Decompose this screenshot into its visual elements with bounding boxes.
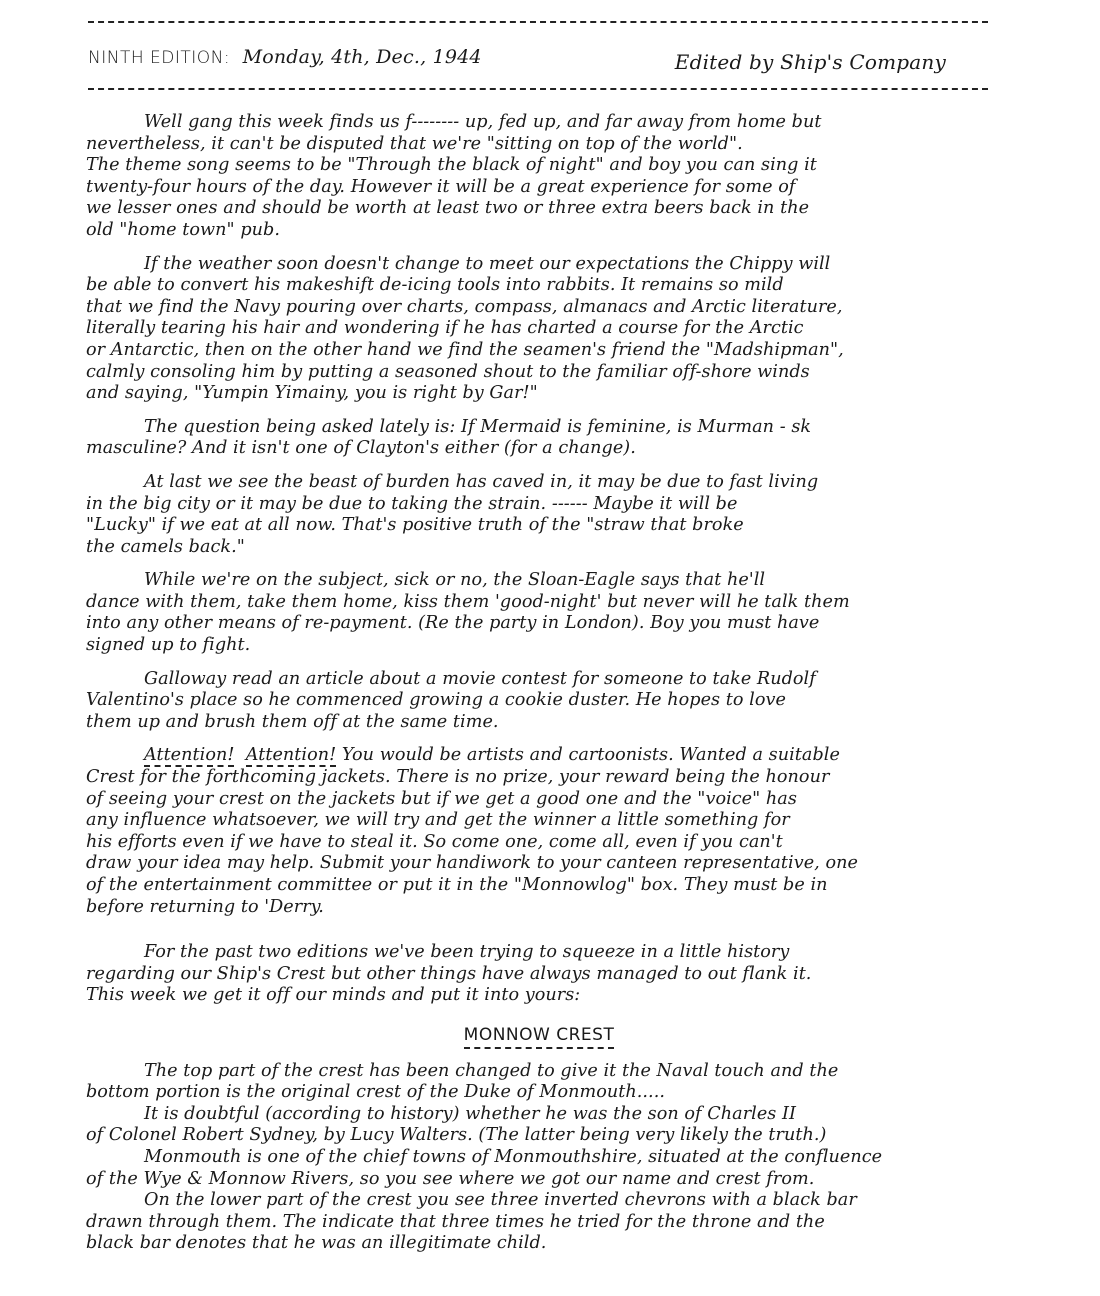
masthead-left [88, 46, 482, 68]
paragraph-line: masculine? And it isn't one of Clayton's either (for a change). [86, 438, 636, 459]
paragraph-line: his efforts even if we have to steal it. So come one, come all, even if you can't [86, 831, 783, 852]
crest-paragraph [86, 1190, 992, 1255]
paragraph-line: The question being asked lately is: If Mermaid is feminine, is Murman - sk [144, 416, 812, 437]
attention-paragraph [86, 745, 992, 918]
attention-line-rest: You would be artists and cartoonists. Wanted a suitable [336, 745, 840, 766]
article-paragraph [86, 472, 992, 558]
paragraph-line: literally tearing his hair and wondering if he has charted a course for the Arctic [86, 318, 804, 339]
paragraph-line: signed up to fight. [86, 635, 251, 656]
editor-credit: Edited by Ship's Company [674, 50, 946, 74]
paragraph-line: regarding our Ship's Crest but other things have always managed to out flank it. [86, 963, 812, 984]
edition-label: NINTH EDITION: [88, 48, 231, 68]
crest-paragraph [86, 1147, 992, 1190]
paragraph-line: in the big city or it may be due to taking the strain. ------ Maybe it will be [86, 493, 738, 514]
paragraph-line: On the lower part of the crest you see three inverted chevrons with a black bar [144, 1190, 857, 1211]
paragraph-line: Well gang this week finds us f-------- up, fed up, and far away from home but [144, 112, 822, 132]
paragraph-line: nevertheless, it can't be disputed that we're "sitting on top of the world". [86, 133, 743, 154]
paragraph-line: draw your idea may help. Submit your handiwork to your canteen representative, one [86, 853, 858, 874]
paragraph-line: Valentino's place so he commenced growing a cookie duster. He hopes to love [86, 690, 786, 711]
paragraph-line: "Lucky" if we eat at all now. That's positive truth of the "straw that broke [86, 515, 744, 536]
article-paragraph [86, 112, 992, 242]
article-paragraph [86, 570, 992, 656]
bottom-dashed-rule [88, 88, 988, 90]
paragraph-line: into any other means of re-payment. (Re the party in London). Boy you must have [86, 613, 820, 634]
paragraph-line: be able to convert his makeshift de-icing tools into rabbits. It remains so mild [86, 275, 784, 296]
paragraph-line: them up and brush them off at the same time. [86, 711, 499, 732]
paragraph-line: the camels back." [86, 536, 245, 557]
paragraph-line: It is doubtful (according to history) whether he was the son of Charles II [144, 1103, 797, 1124]
paragraph-line: of Colonel Robert Sydney, by Lucy Walters. (The latter being very likely the truth.) [86, 1125, 827, 1146]
attention-word: Attention! [245, 745, 337, 766]
paragraph-line: of the Wye & Monnow Rivers, so you see where we got our name and crest from. [86, 1168, 815, 1189]
paragraph-line: Monmouth is one of the chief towns of Monmouthshire, situated at the confluence [144, 1146, 883, 1167]
paragraph-line: before returning to 'Derry. [86, 896, 324, 917]
crest-heading: MONNOW CREST [86, 1025, 992, 1047]
article-paragraph [86, 669, 992, 734]
paragraph-line: of the entertainment committee or put it in the "Monnowlog" box. They must be in [86, 875, 828, 895]
paragraph-line: black bar denotes that he was an illegitimate child. [86, 1233, 547, 1254]
paragraph-line: The top part of the crest has been changed to give it the Naval touch and the [144, 1060, 839, 1081]
issue-date: Monday, 4th, Dec., 1944 [242, 46, 482, 68]
article-body [86, 112, 992, 1255]
paragraph-line: any influence whatsoever, we will try and get the winner a little something for [86, 810, 790, 831]
attention-word: Attention! [144, 745, 235, 766]
paragraph-line [86, 745, 992, 767]
paragraph-line: that we find the Navy pouring over charts, compass, almanacs and Arctic literature, [86, 296, 843, 317]
paragraph-line: or Antarctic, then on the other hand we find the seamen's friend the "Madshipman", [86, 339, 844, 360]
article-paragraph [86, 254, 992, 405]
paragraph-line: The theme song seems to be "Through the black of night" and boy you can sing it [86, 155, 817, 176]
paragraph-line: bottom portion is the original crest of the Duke of Monmouth..... [86, 1082, 665, 1103]
paragraph-line: and saying, "Yumpin Yimainy, you is right by Gar!" [86, 383, 538, 404]
paragraph-line: Galloway read an article about a movie contest for someone to take Rudolf [144, 668, 816, 689]
paragraph-line: This week we get it off our minds and put it into yours: [86, 985, 581, 1006]
paragraph-line: of seeing your crest on the jackets but if we get a good one and the "voice" has [86, 788, 797, 809]
paragraph-line: If the weather soon doesn't change to meet our expectations the Chippy will [144, 253, 831, 274]
paragraph-line: For the past two editions we've been trying to squeeze in a little history [144, 942, 790, 963]
paragraph-line: old "home town" pub. [86, 219, 280, 240]
crest-paragraph [86, 1061, 992, 1104]
history-intro-paragraph [86, 942, 992, 1007]
paragraph-line: twenty-four hours of the day. However it will be a great experience for some of [86, 176, 796, 197]
article-paragraph [86, 417, 992, 460]
paragraph-line: While we're on the subject, sick or no, the Sloan-Eagle says that he'll [144, 570, 766, 591]
crest-paragraph [86, 1104, 992, 1147]
paragraph-line: dance with them, take them home, kiss them 'good-night' but never will he talk them [86, 591, 850, 612]
paragraph-line: we lesser ones and should be worth at least two or three extra beers back in the [86, 198, 810, 219]
paragraph-line: drawn through them. The indicate that three times he tried for the throne and the [86, 1211, 825, 1232]
paragraph-line: calmly consoling him by putting a seasoned shout to the familiar off-shore winds [86, 361, 810, 382]
paragraph-line: At last we see the beast of burden has caved in, it may be due to fast living [144, 471, 819, 492]
top-dashed-rule [88, 21, 988, 23]
paragraph-line: Crest for the forthcoming jackets. There is no prize, your reward being the honour [86, 767, 830, 788]
masthead [88, 44, 988, 76]
